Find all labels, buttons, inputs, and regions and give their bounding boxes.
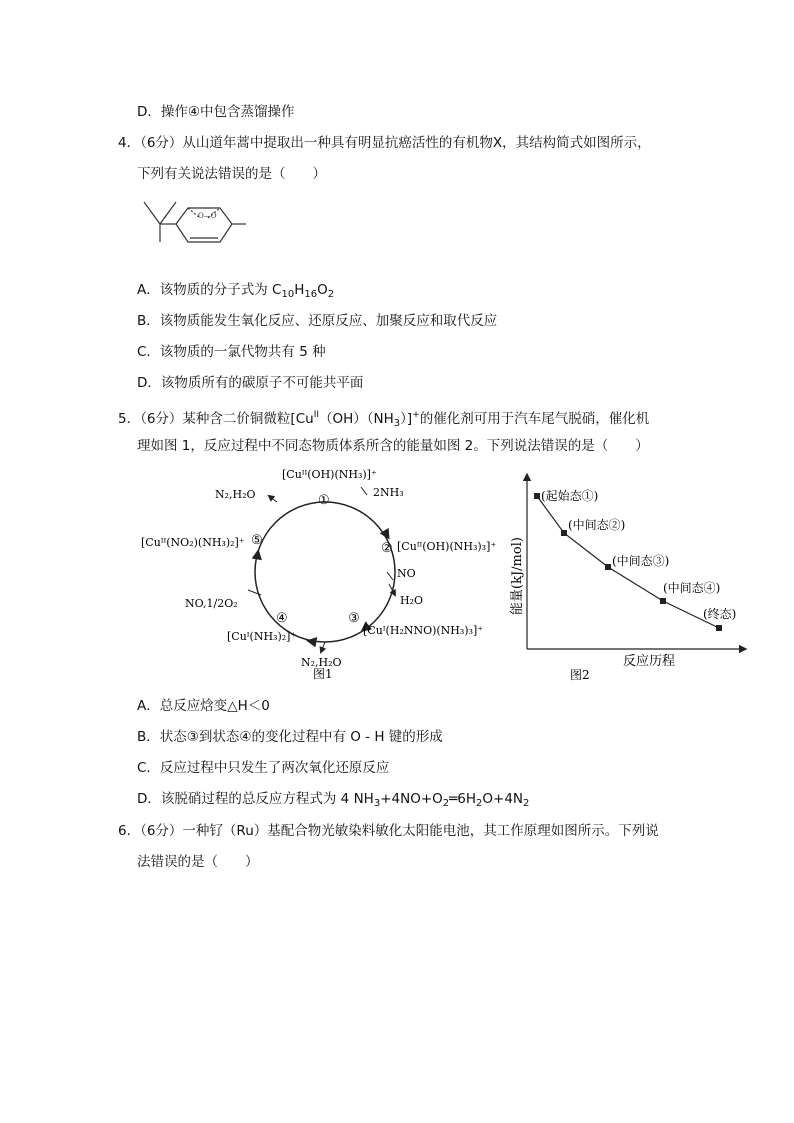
energy-point-label-5: (终态) [703, 607, 737, 621]
q4-option-a: A．该物质的分子式为 $C_{10}H_{16}O_2$ [137, 282, 335, 300]
cycle-node-1: ① [318, 493, 330, 508]
species-5-label: [Cuᴵᴵ(NO₂)(NH₃)₂]⁺ [141, 536, 245, 549]
molecule-structure [140, 196, 250, 256]
energy-point-1 [534, 493, 540, 499]
energy-point-4 [660, 598, 666, 604]
energy-point-label-3: (中间态③) [612, 554, 670, 568]
species-1-label: [Cuᴵᴵ(OH)(NH₃)]⁺ [282, 468, 377, 481]
energy-point-label-2: (中间态②) [568, 518, 626, 532]
x-axis-label: 反应历程 [623, 654, 676, 669]
energy-point-label-4: (中间态④) [663, 581, 721, 595]
energy-point-label-1: (起始态①) [541, 489, 599, 503]
cycle-node-2: ② [381, 541, 393, 556]
q5-stem-line2: 理如图 1，反应过程中不同态物质体系所含的能量如图 2。下列说法错误的是（ ） [137, 438, 649, 454]
q4-option-d: D．该物质所有的碳原子不可能共平面 [137, 375, 364, 391]
q5-stem-line1: 5．（6分）某种含二价铜微粒$[Cu^{II}(OH)(NH_3)]^+$的催化剂可用于汽车尾气脱硝，催化机 [118, 410, 650, 429]
reagent-no-o2: NO,1/2O₂ [185, 597, 238, 610]
q5-option-a: A．总反应焓变△H＜0 [137, 698, 270, 714]
q4-stem-line2: 下列有关说法错误的是（ ） [137, 166, 326, 182]
cycle-node-3: ③ [348, 611, 360, 626]
energy-point-3 [605, 564, 611, 570]
species-3-label: [Cuᴵ(H₂NNO)(NH₃)₃]⁺ [363, 624, 484, 637]
product-n2-h2o-bottom: N₂,H₂O [301, 656, 342, 669]
product-h2o: H₂O [400, 594, 424, 607]
species-4-label: [Cuᴵ(NH₃)₂]⁺ [227, 630, 297, 643]
species-2-label: [Cuᴵᴵ(OH)(NH₃)₃]⁺ [397, 540, 497, 553]
q6-stem-line1: 6．（6分）一种钌（Ru）基配合物光敏染料敏化太阳能电池，其工作原理如图所示。下列说 [118, 823, 659, 839]
q3-option-d: D．操作④中包含蒸馏操作 [137, 104, 295, 120]
y-axis-label: 能量(kJ/mol) [510, 537, 525, 615]
q4-option-c: C．该物质的一氯代物共有 5 种 [137, 344, 326, 360]
figure-1-caption: 图1 [313, 667, 333, 681]
cycle-node-5: ⑤ [251, 533, 263, 548]
reagent-no: NO [397, 567, 416, 580]
q6-stem-line2: 法错误的是（ ） [137, 854, 259, 870]
reagent-2nh3: 2NH₃ [373, 486, 404, 499]
figure-1-catalytic-cycle [135, 462, 505, 687]
cycle-node-4: ④ [276, 611, 288, 626]
product-n2-h2o-top: N₂,H₂O [215, 488, 256, 501]
q5-option-d: D．该脱硝过程的总反应方程式为 4 $NH_3+4NO+O_2═6H_2O+4N_2$ [137, 791, 530, 809]
energy-point-5 [716, 625, 722, 631]
q5-option-b: B．状态③到状态④的变化过程中有 O - H 键的形成 [137, 729, 443, 745]
svg-text:O—O: O—O [198, 212, 217, 220]
energy-point-2 [561, 530, 567, 536]
figure-2-energy-chart [505, 465, 755, 685]
q5-option-c: C．反应过程中只发生了两次氧化还原反应 [137, 760, 390, 776]
q4-option-b: B．该物质能发生氧化反应、还原反应、加聚反应和取代反应 [137, 313, 498, 329]
q4-stem-line1: 4．（6分）从山道年蒿中提取出一种具有明显抗癌活性的有机物X，其结构简式如图所示， [118, 135, 651, 151]
figure-2-caption: 图2 [570, 668, 590, 682]
